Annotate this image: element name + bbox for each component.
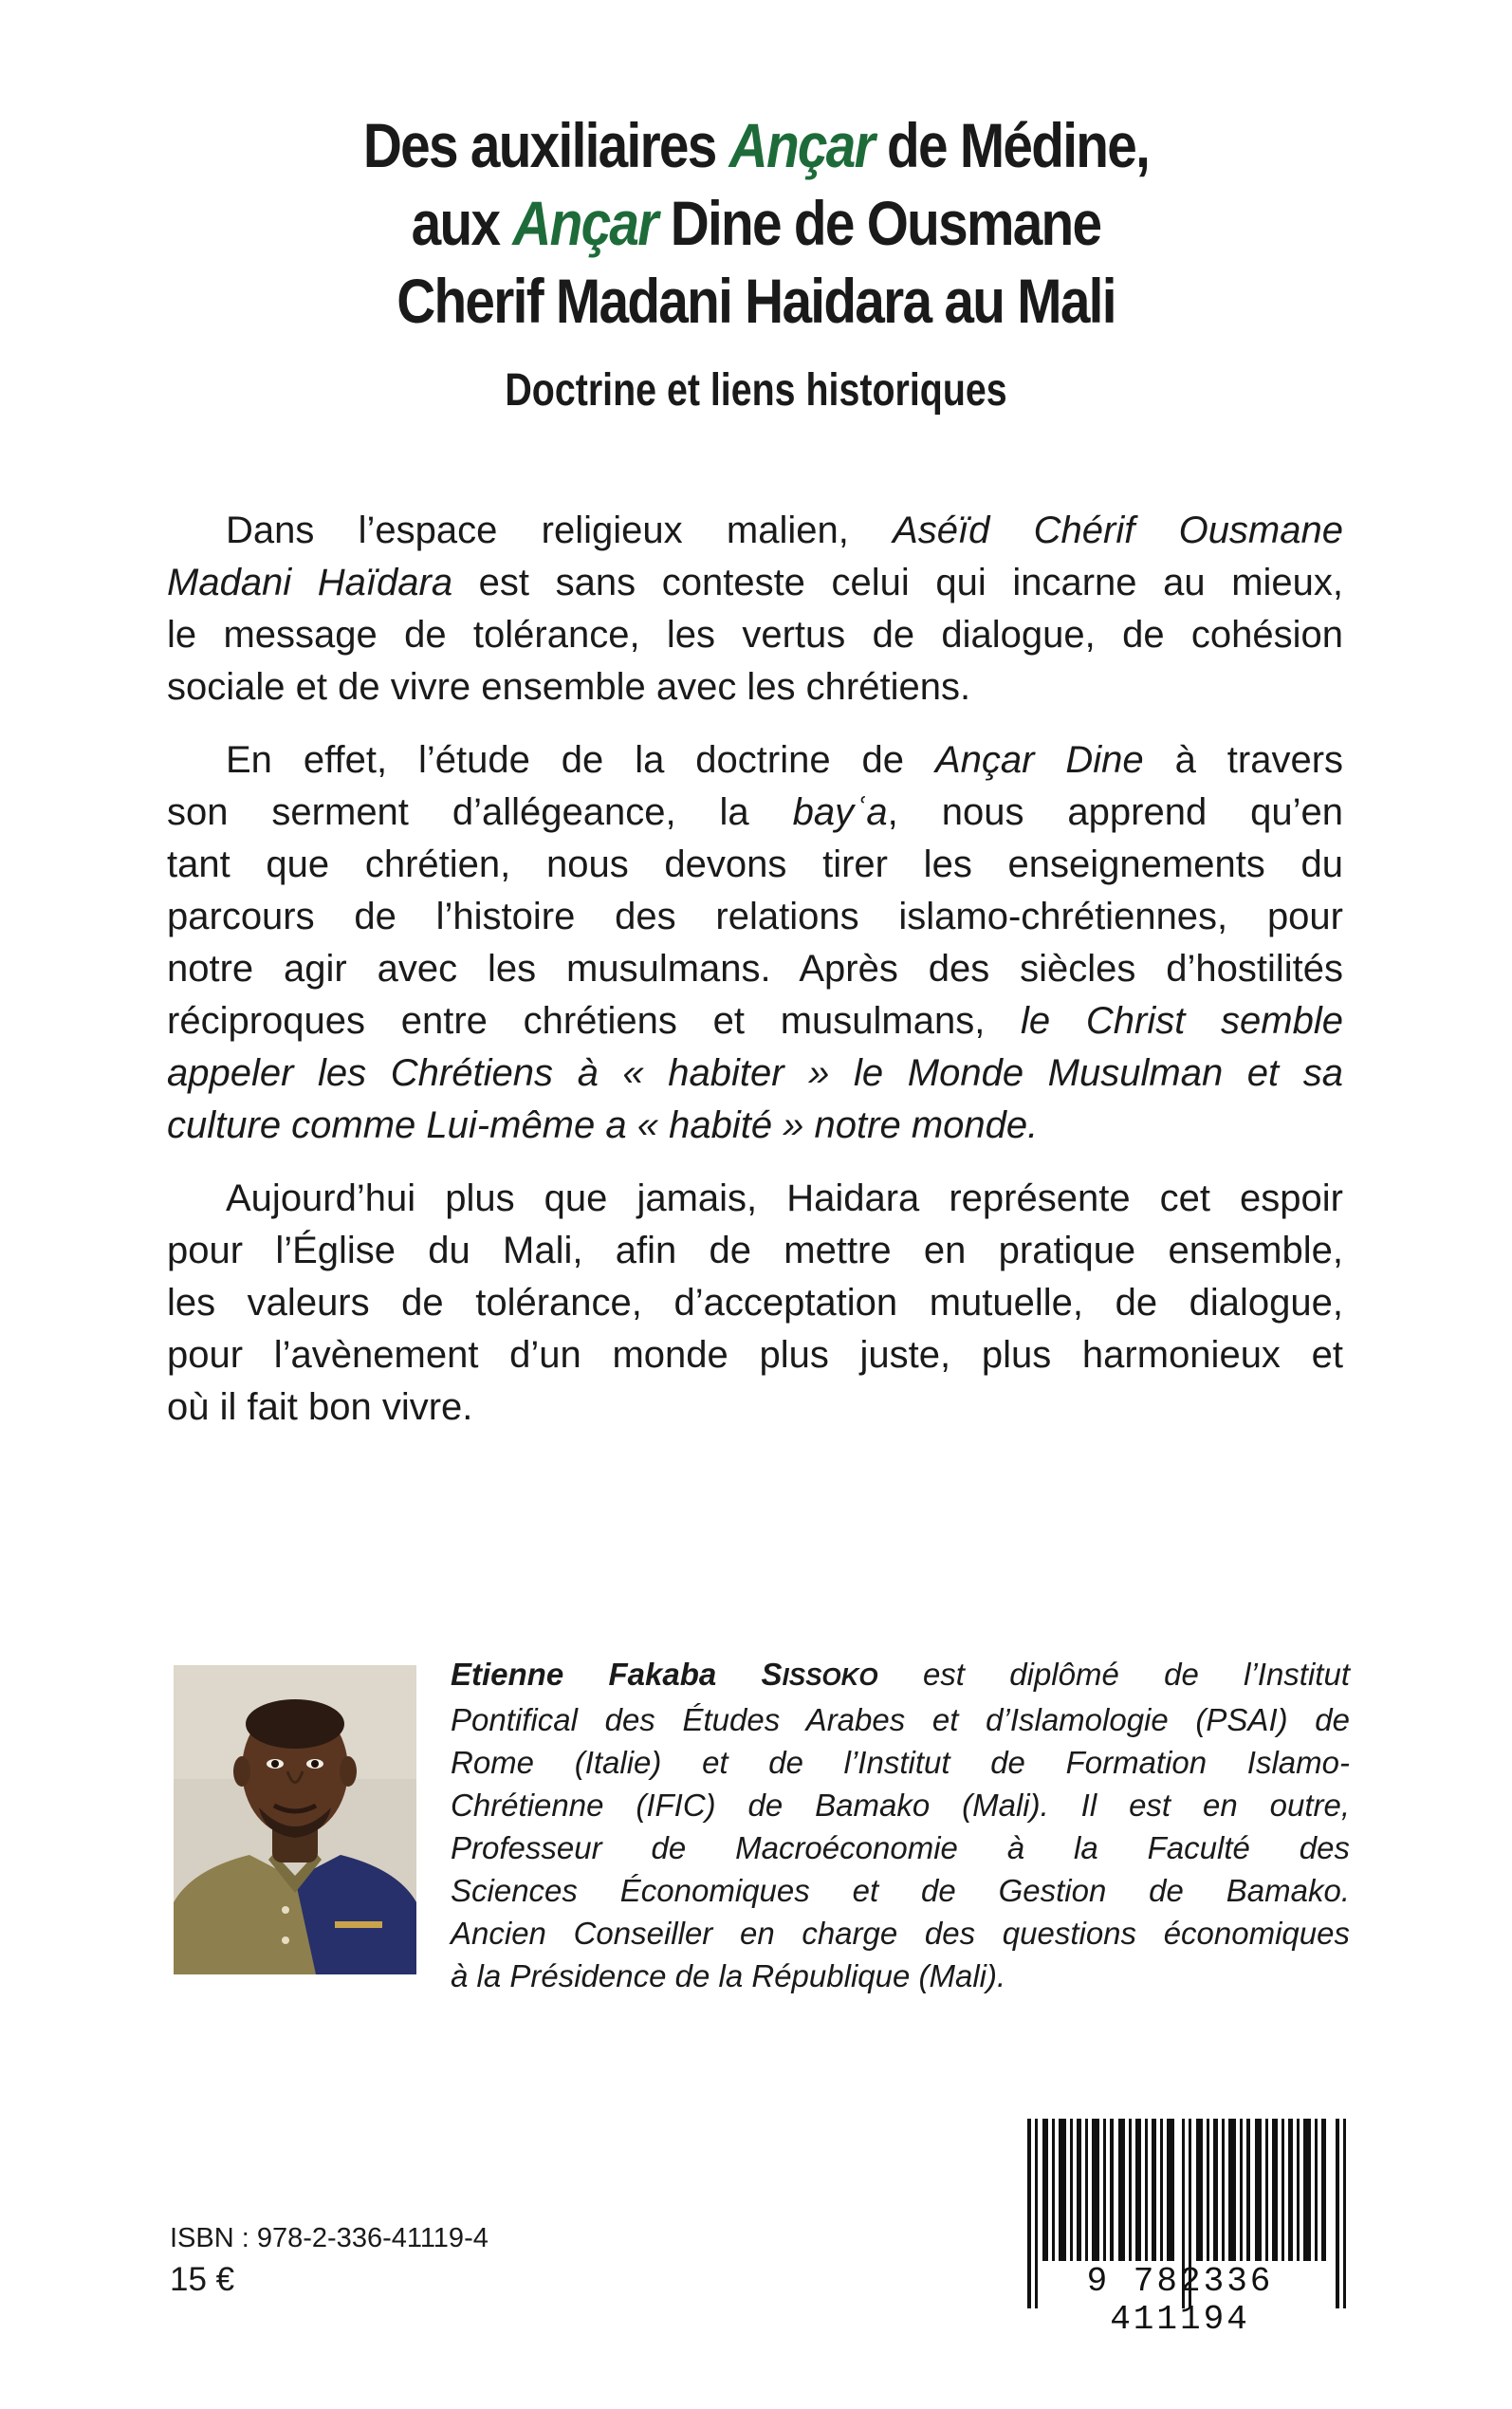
blurb-paragraph-1: Dans l’espace religieux malien, Aséïd Chérif Ousmane Madani Haïdara est sans conteste celui qui incarne au mieux, le message de tolérance, les vertus de dialogue, de cohésion sociale et de vivre ensemble avec les chrétiens. xyxy=(167,510,1344,708)
price-label: 15 € xyxy=(170,2261,235,2298)
author-photo xyxy=(174,1665,416,1974)
title-accent-ancar: Ançar xyxy=(728,110,874,180)
title-line-2: aux Ançar Dine de Ousmane xyxy=(411,188,1101,258)
author-bio: Etienne Fakaba SISSOKO est diplômé de l’Institut Pontifical des Études Arabes et d’Islamologie (PSAI) de Rome (Italie) et de l’Institut de Formation Islamo- Chrétienne (IFIC) de Bamako (Mali). Il est en outre, Professeur de Macroéconomie à la Faculté des Sciences Économiques et de Gestion de Bamako. Ancien Conseiller en charge des questions économiques à la Présidence de la République (Mali). xyxy=(451,1657,1350,1993)
isbn-label: ISBN : 978-2-336-41119-4 xyxy=(170,2223,489,2253)
author-portrait-illustration xyxy=(174,1665,416,1974)
back-cover-blurb xyxy=(167,505,1343,1455)
book-title xyxy=(106,106,1407,340)
book-subtitle: Doctrine et liens historiques xyxy=(505,365,1007,416)
barcode-digits: 9 782336 411194 xyxy=(1086,2262,1274,2339)
title-accent-ancar: Ançar xyxy=(512,188,657,258)
author-name: Etienne Fakaba SISSOKO xyxy=(451,1657,878,1692)
blurb-paragraph-3: Aujourd’hui plus que jamais, Haidara représente cet espoir pour l’Église du Mali, afin de mettre en pratique ensemble, les valeurs de tolérance, d’acceptation mutuelle, de dialogue, pour l’avènement d’un monde plus juste, plus harmonieux et où il fait bon vivre. xyxy=(167,1177,1343,1428)
blurb-paragraph-2: En effet, l’étude de la doctrine de Ançar Dine à travers son serment d’allégeance, la bayʿa, nous apprend qu’en tant que chrétien, nous devons tirer les enseignements du parcours de l’histoire des relations islamo-chrétiennes, pour notre agir avec les musulmans. Après des siècles d’hostilités réciproques entre chrétiens et musulmans, le Christ semble appeler les Chrétiens à « habiter » le Monde Musulman et sa culture comme Lui-même a « habité » notre monde. xyxy=(167,739,1344,1146)
title-line-1: Des auxiliaires Ançar de Médine, xyxy=(362,110,1150,180)
title-line-3: Cherif Madani Haidara au Mali xyxy=(396,266,1116,336)
